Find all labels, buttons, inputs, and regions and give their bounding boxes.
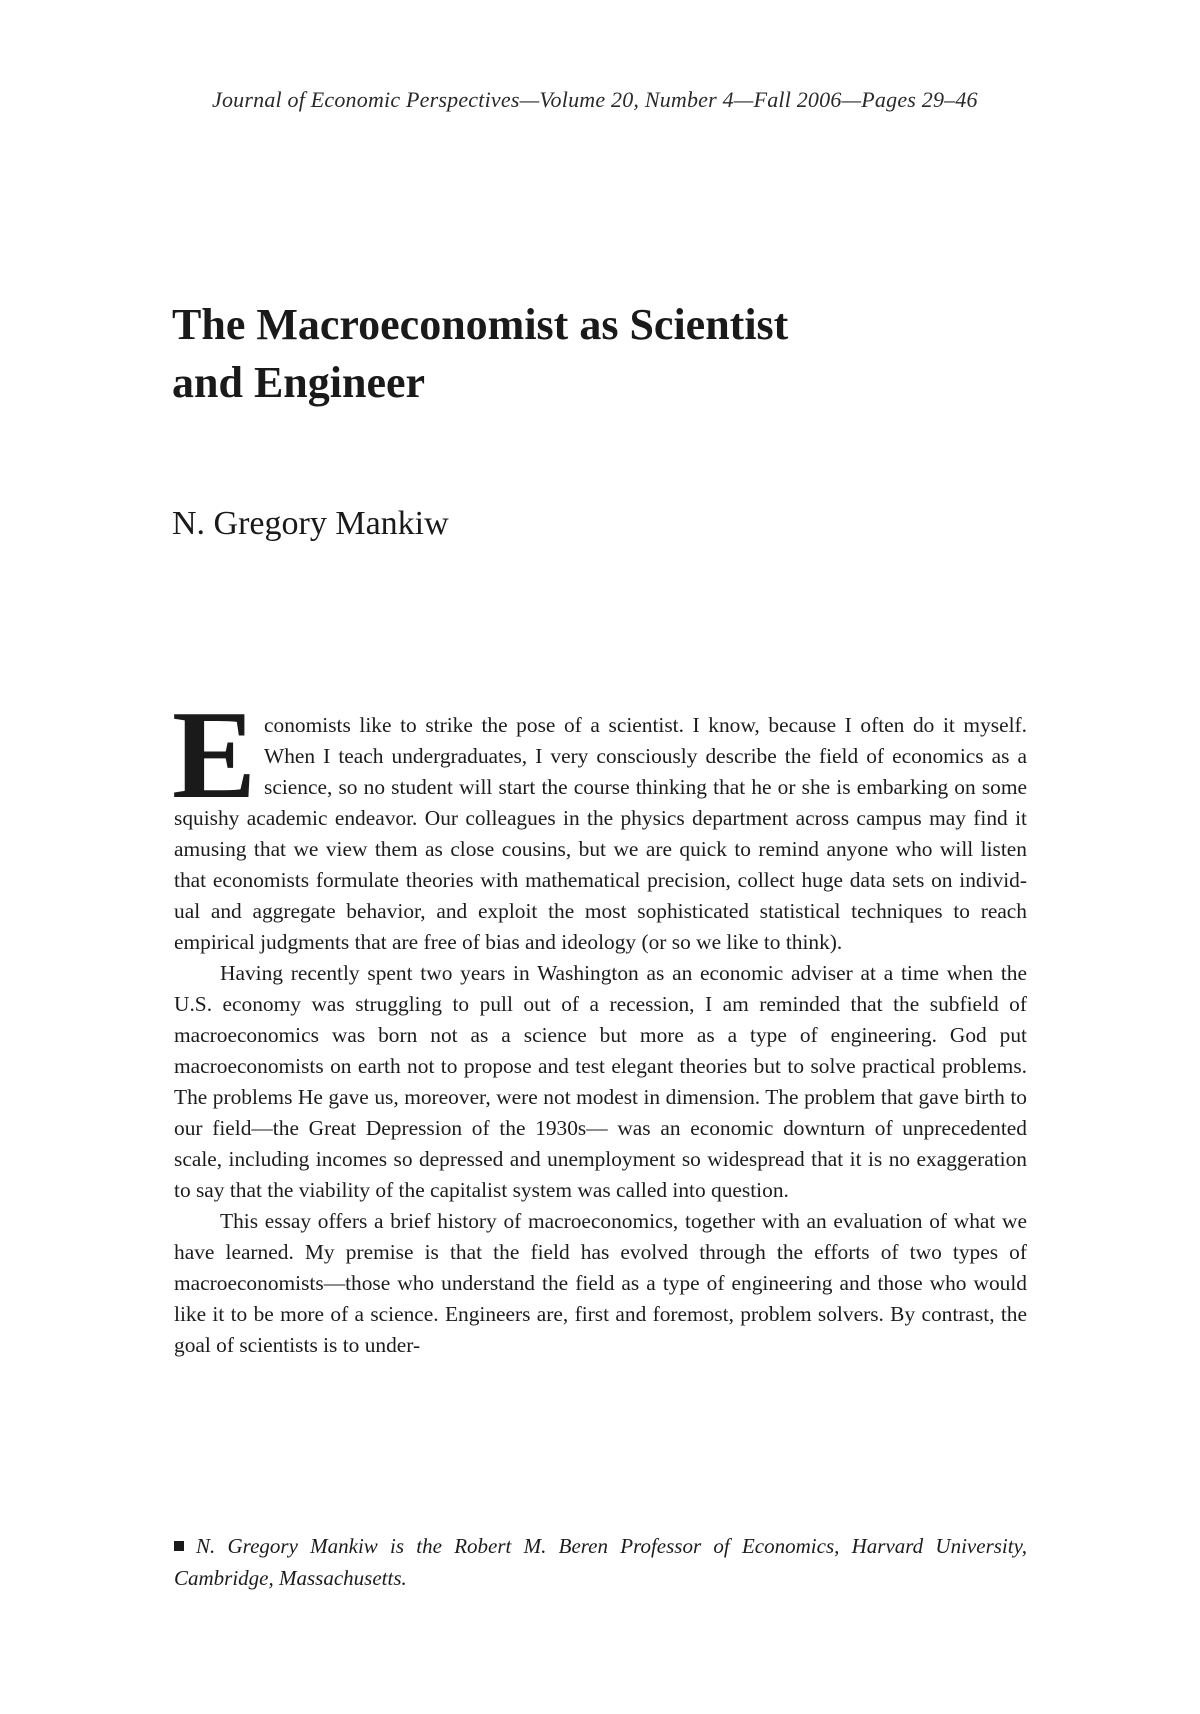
paragraph-3: This essay offers a brief history of macroeconomics, together with an evaluation of what we have learned. My premise is that the field has evolved through the efforts of two types of macroeconomists—those who understand the field as a type of engineering and those who would like it to be more of a science. Engineers are, first and foremost, problem solvers. By contrast, the goal of scientists is to under- <box>174 1209 1027 1357</box>
paragraph-1-text: conomists like to strike the pose of a scientist. I know, because I often do it myself. When I teach undergraduates, I very consciously describe the field of economics as a science, so no student will start the course thinking that he or she is embarking on some squishy academic endeavor. Our colleagues in the physics department across campus may find it amusing that we view them as close cousins, but we are quick to remind anyone who will listen that economists formulate theories with mathematical precision, collect huge data sets on individual and aggregate behavior, and exploit the most sophisticated statistical techniques to reach empirical judgments that are free of bias and ideology (or so we like to think). <box>174 713 1027 954</box>
running-head: Journal of Economic Perspectives—Volume 20, Number 4—Fall 2006—Pages 29–46 <box>212 87 978 112</box>
author-name: N. Gregory Mankiw <box>172 505 449 542</box>
article-title <box>172 296 1032 412</box>
paragraph-2: Having recently spent two years in Washington as an economic adviser at a time when the U.S. economy was struggling to pull out of a recession, I am reminded that the subfield of macroeconomics was born not as a science but more as a type of engineering. God put macroeconomists on earth not to propose and test elegant theories but to solve practical problems. The problems He gave us, moreover, were not modest in dimension. The problem that gave birth to our field—the Great Depression of the 1930s— was an economic downturn of unprecedented scale, including incomes so depressed and unemployment so widespread that it is no exaggeration to say that the viability of the capitalist system was called into question. <box>174 961 1027 1202</box>
article-title-line-1: The Macroeconomist as Scientist <box>172 300 789 349</box>
author-footnote-text: N. Gregory Mankiw is the Robert M. Beren Professor of Economics, Harvard University, Cambridge, Massachusetts. <box>174 1534 1027 1590</box>
paragraph-1 <box>172 686 1027 958</box>
article-body <box>172 686 1027 1361</box>
drop-cap: E <box>172 686 257 825</box>
article-title-line-2: and Engineer <box>172 358 426 407</box>
author-footnote <box>174 1530 1027 1594</box>
square-bullet-icon <box>174 1541 184 1551</box>
